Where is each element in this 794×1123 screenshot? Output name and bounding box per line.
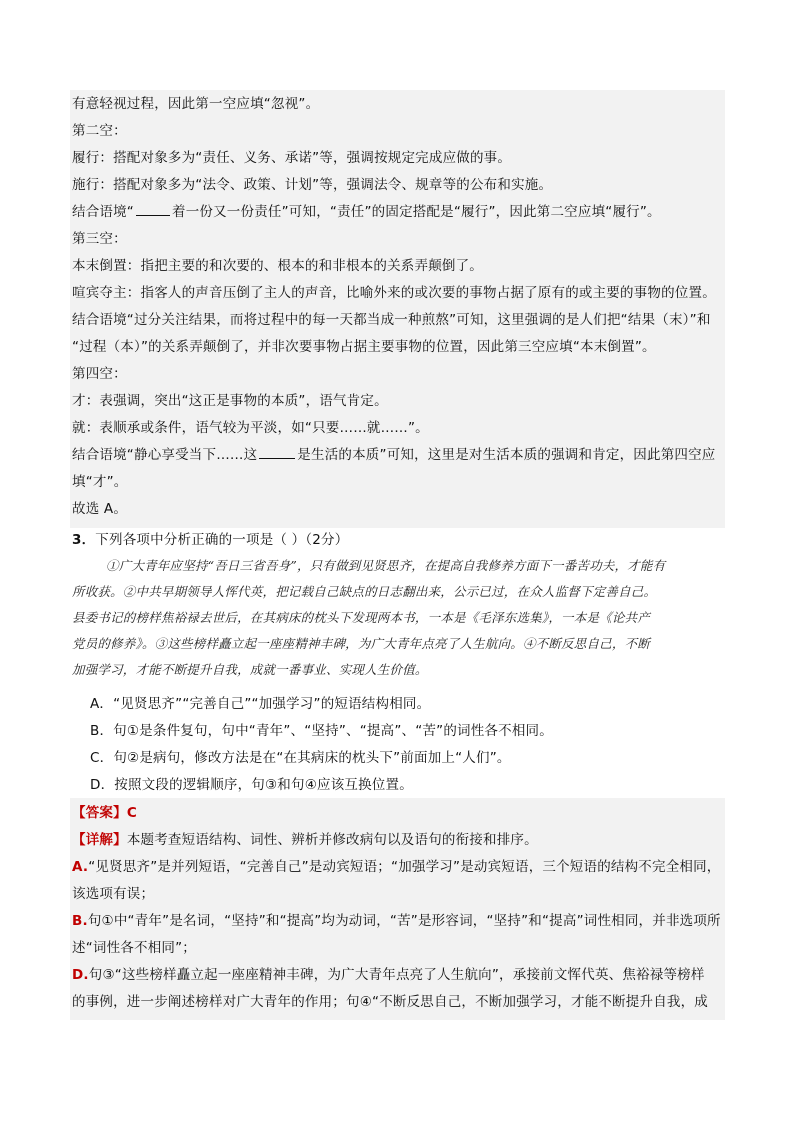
detail-line: 【详解】本题考查短语结构、词性、辨析并修改病句以及语句的衔接和排序。 (72, 832, 538, 848)
answer-line: 【答案】C (72, 805, 137, 821)
text-line: 故选 A。 (72, 501, 128, 517)
passage-line: 加强学习，才能不断提升自我，成就一番事业、实现人生价值。 (72, 662, 428, 677)
analysis-a-cont: 该选项有误； (72, 886, 155, 902)
fill-blank (259, 446, 295, 459)
text-line: 填“才”。 (72, 474, 128, 490)
analysis-a: A.“见贤思齐”是并列短语，“完善自己”是动宾短语；“加强学习”是动宾短语，三个短语的结构不完全相同， (72, 859, 721, 875)
text-line: “过程（本）”的关系弄颠倒了，并非次要事物占据主要事物的位置，因此第三空应填“本末倒置”。 (72, 339, 656, 355)
text-line: 就：表顺承或条件，语气较为平淡，如“只要……就……”。 (72, 420, 429, 436)
text-line: 喧宾夺主：指客人的声音压倒了主人的声音，比喻外来的或次要的事物占据了原有的或主要的事物的位置。 (72, 285, 716, 301)
text-line: 履行：搭配对象多为“责任、义务、承诺”等，强调按规定完成应做的事。 (72, 150, 512, 166)
passage-line: ①广大青年应坚持“吾日三省吾身”，只有做到见贤思齐，在提高自我修养方面下一番苦功夫，才能有 (106, 558, 666, 573)
analysis-b-cont: 述“词性各不相同”； (72, 940, 196, 956)
fill-blank (136, 203, 170, 216)
analysis-d: D.句③“这些榜样矗立起一座座精神丰碑，为广大青年点亮了人生航向”，承接前文恽代英、焦裕禄等榜样 (72, 967, 705, 983)
text-line: 才：表强调，突出“这正是事物的本质”，语气肯定。 (72, 393, 388, 409)
text-line: 结合语境“ 着一份又一份责任”可知，“责任”的固定搭配是“履行”，因此第二空应填“履行”。 (72, 204, 661, 220)
text-line: 第四空： (72, 366, 127, 382)
option-d: D．按照文段的逻辑顺序，句③和句④应该互换位置。 (90, 777, 413, 793)
passage-line: 所收获。②中共早期领导人恽代英，把记载自己缺点的日志翻出来，公示已过，在众人监督下定善自己。 (72, 584, 657, 599)
option-b: B．句①是条件复句，句中“青年”、“坚持”、“提高”、“苦”的词性各不相同。 (90, 723, 553, 739)
text-line: 结合语境“过分关注结果，而将过程中的每一天都当成一种煎熬”可知，这里强调的是人们把“结果（末）”和 (72, 312, 711, 328)
passage-line: 党员的修养》。③这些榜样矗立起一座座精神丰碑，为广大青年点亮了人生航向。④不断反思自己，不断 (72, 636, 650, 651)
analysis-d-cont: 的事例，进一步阐述榜样对广大青年的作用；句④“不断反思自己，不断加强学习，才能不断提升自我，成 (72, 994, 708, 1010)
text-line: 施行：搭配对象多为“法令、政策、计划”等，强调法令、规章等的公布和实施。 (72, 177, 553, 193)
option-c: C．句②是病句，修改方法是在“在其病床的枕头下”前面加上“人们”。 (90, 750, 511, 766)
passage-line: 县委书记的榜样焦裕禄去世后，在其病床的枕头下发现两本书，一本是《毛泽东选集》，一本是《论共产 (72, 610, 650, 625)
text-line: 有意轻视过程，因此第一空应填“忽视”。 (72, 96, 320, 112)
question-title: 3．下列各项中分析正确的一项是（ ）（2分） (72, 532, 349, 548)
text-line: 第二空： (72, 123, 127, 139)
text-line: 本末倒置：指把主要的和次要的、根本的和非根本的关系弄颠倒了。 (72, 258, 483, 274)
text-line: 结合语境“静心享受当下……这 是生活的本质”可知，这里是对生活本质的强调和肯定，因此第四空应 (72, 447, 716, 463)
text-line: 第三空： (72, 231, 127, 247)
option-a: A．“见贤思齐”“完善自己”“加强学习”的短语结构相同。 (90, 696, 431, 712)
analysis-b: B.句①中“青年”是名词，“坚持”和“提高”均为动词，“苦”是形容词，“坚持”和“提高”词性相同，并非选项所 (72, 913, 721, 929)
